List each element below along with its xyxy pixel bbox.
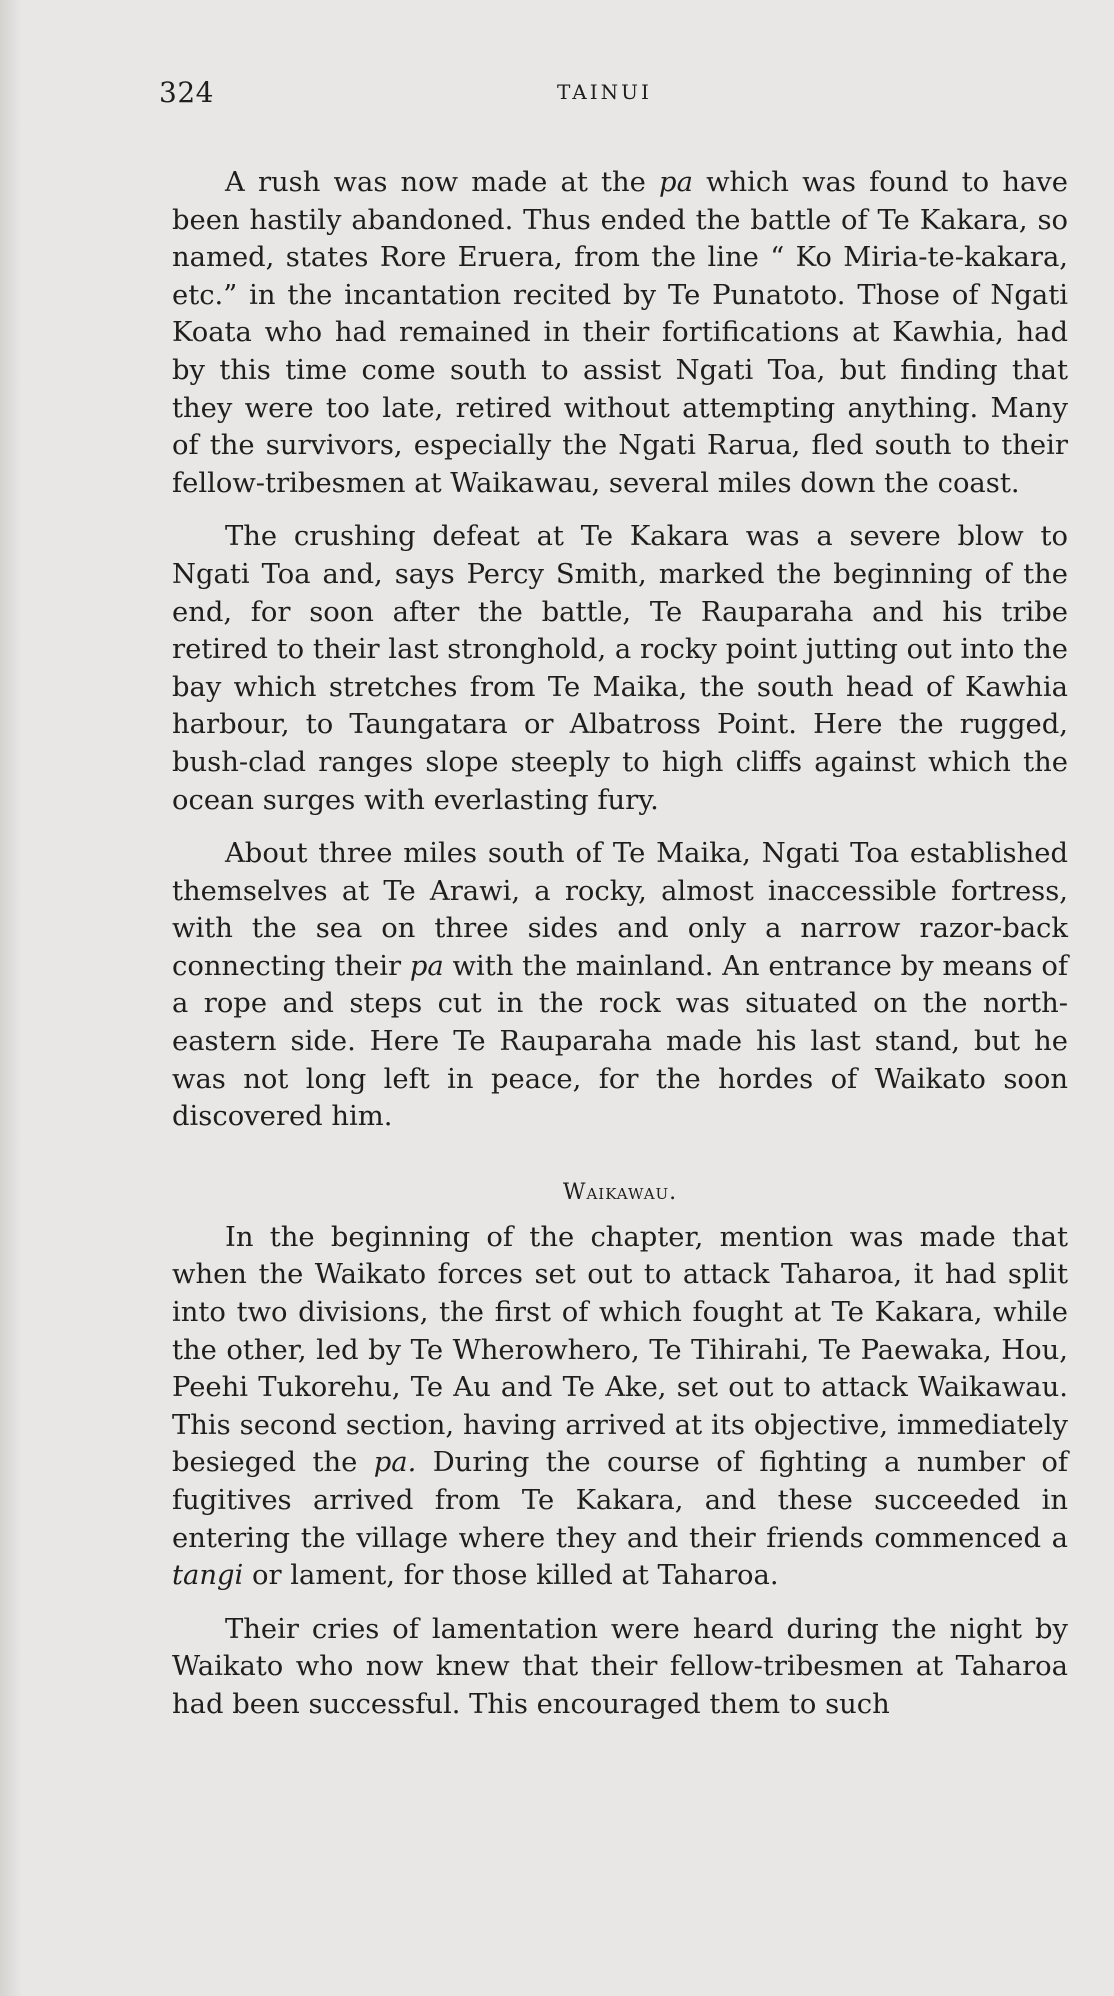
- paragraph-4-italic-pa: pa.: [373, 1447, 417, 1479]
- running-title: TAINUI: [557, 80, 652, 104]
- paragraph-1: [172, 164, 1068, 502]
- paragraph-4-text-e: or lament, for those killed at Taharoa.: [243, 1560, 779, 1592]
- paragraph-1-italic-pa: pa: [659, 167, 693, 198]
- paragraph-5: Their cries of lamentation were heard during the night by Waikato who now knew that their fellow-tribesmen at Taharoa had been successful. This encouraged them to such: [172, 1613, 1068, 1720]
- paragraph-3: [172, 835, 1068, 1136]
- paragraph-3-text-c: with the mainland. An entrance by means of a rope and steps cut in the rock was situated on the north-eastern side. Here Te Rauparaha made his last stand, but he was not long left in peace, for the hordes of Waikato soon discovered him.: [172, 950, 1069, 1133]
- paragraph-4-text-c: During the course of fighting a number of fugitives arrived from Te Kakara, and these succeeded in entering the village where they and their friends commenced a: [172, 1447, 1068, 1554]
- paragraph-1-text-a: A rush was now made at the: [225, 167, 660, 198]
- paragraph-4-italic-tangi: tangi: [172, 1560, 244, 1592]
- page-number: 324: [159, 76, 214, 109]
- paragraph-3-text-a: About three miles south of Te Maika, Ngati Toa established themselves at Te Arawi, a rocky, almost inaccessible fortress, with the sea on three sides and only a narrow razor-back connecting their: [172, 838, 1068, 982]
- paragraph-4: [172, 1219, 1068, 1595]
- paragraph-2: The crushing defeat at Te Kakara was a severe blow to Ngati Toa and, says Percy Smith, marked the beginning of the end, for soon after the battle, Te Rauparaha and his tribe retired to their last stronghold, a rocky point jutting out into the bay which stretches from Te Maika, the south head of Kawhia harbour, to Taungatara or Albatross Point. Here the rugged, bush-clad ranges slope steeply to high cliffs against which the ocean surges with everlasting fury.: [172, 521, 1068, 816]
- running-head: [159, 76, 1068, 116]
- paragraph-1-text-c: which was found to have been hastily abandoned. Thus ended the battle of Te Kakara, so named, states Rore Eruera, from the line “ Ko Miria-te-kakara, etc.” in the incantation recited by Te Punatoto. Those of Ngati Koata who had remained in their fortifications at Kawhia, had by this time come south to assist Ngati Toa, but finding that they were too late, retired without attempting anything. Many of the survivors, especially the Ngati Rarua, fled south to their fellow-tribesmen at Waikawau, several miles down the coast.: [172, 167, 1068, 499]
- section-heading: Waikawau.: [562, 1179, 678, 1205]
- paragraph-4-text-a: In the beginning of the chapter, mention was made that when the Waikato forces set out to attack Taharoa, it had split into two divisions, the first of which fought at Te Kakara, while the other, led by Te Wherowhero, Te Tihirahi, Te Paewaka, Hou, Peehi Tukorehu, Te Au and Te Ake, set out to attack Waikawau. This second section, having arrived at its objective, immediately besieged the: [172, 1221, 1068, 1479]
- paragraph-3-italic-pa: pa: [409, 950, 444, 982]
